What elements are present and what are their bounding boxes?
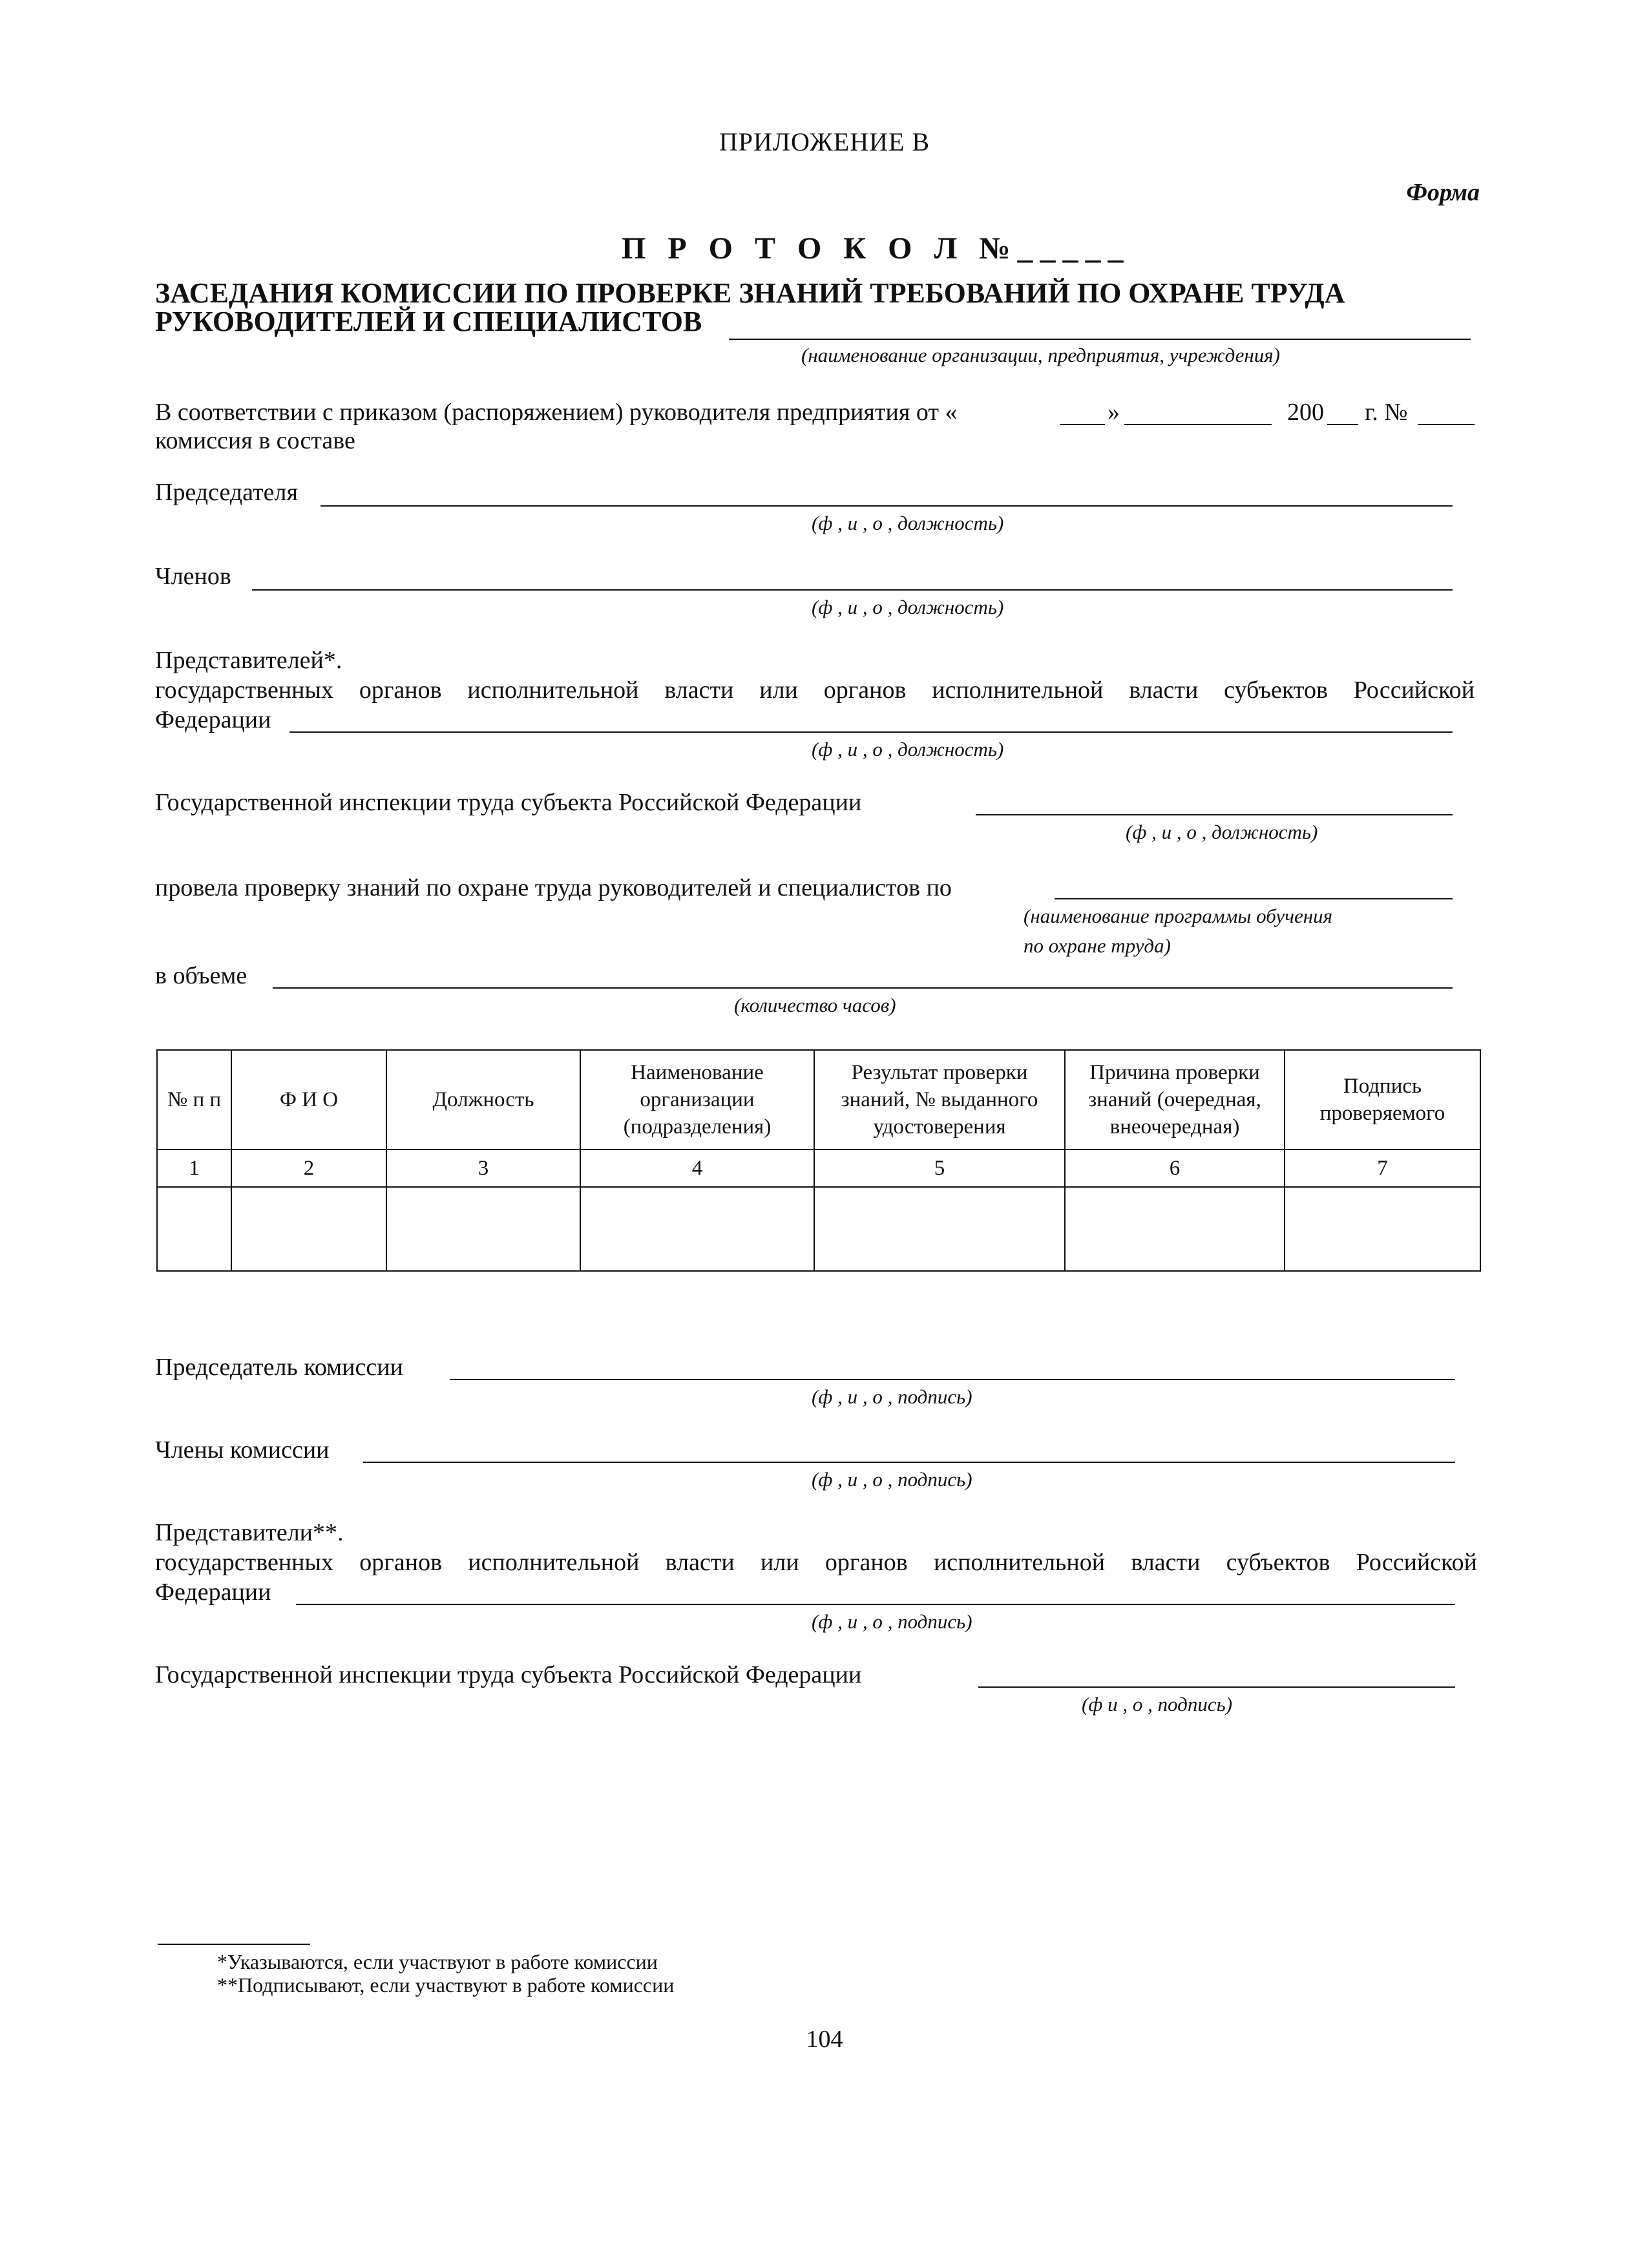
order-number-field[interactable] (1418, 424, 1475, 425)
chairman-field[interactable] (320, 505, 1453, 507)
representatives-text: государственных органов исполнительной власти или органов исполнительной власти субъектов Российской (155, 677, 1475, 704)
table-cell[interactable] (1065, 1187, 1285, 1271)
protocol-heading-line-2: РУКОВОДИТЕЛЕЙ И СПЕЦИАЛИСТОВ (155, 306, 702, 337)
signature-representatives-text: государственных органов исполнительной власти или органов исполнительной власти субъектов Российской (155, 1549, 1477, 1576)
commission-composition-text: комиссия в составе (155, 427, 355, 454)
table-cell[interactable] (814, 1187, 1065, 1271)
representatives-label: Представителей*. (155, 647, 342, 674)
footnote-1: *Указываются, если участвуют в работе комиссии (217, 1950, 658, 1973)
table-header-organization: Наименование организации (подразделения) (580, 1050, 814, 1150)
protocol-heading-line-1: ЗАСЕДАНИЯ КОМИССИИ ПО ПРОВЕРКЕ ЗНАНИЙ ТРЕБОВАНИЙ ПО ОХРАНЕ ТРУДА (155, 277, 1345, 309)
table-header-position: Должность (386, 1050, 580, 1150)
column-number-cell: 6 (1065, 1150, 1285, 1187)
order-day-field[interactable] (1060, 424, 1105, 425)
column-number-cell: 1 (157, 1150, 231, 1187)
chairman-caption: (ф , и , о , должность) (812, 512, 1004, 534)
table-column-number-row (157, 1150, 1480, 1187)
check-conducted-label: провела проверку знаний по охране труда руководителей и специалистов по (155, 874, 952, 901)
inspection-label: Государственной инспекции труда субъекта Российской Федерации (155, 789, 862, 816)
table-header-row (157, 1050, 1480, 1150)
program-caption-line-1: (наименование программы обучения (1024, 905, 1333, 927)
knowledge-check-table (156, 1049, 1481, 1272)
order-quote-close: » (1108, 399, 1120, 426)
program-caption-line-2: по охране труда) (1024, 934, 1171, 957)
signature-members-field[interactable] (363, 1462, 1455, 1463)
order-year-field[interactable] (1327, 424, 1358, 425)
table-header-result: Результат проверки знаний, № выданного удостоверения (814, 1050, 1065, 1150)
table-cell[interactable] (231, 1187, 386, 1271)
order-year-prefix: 200 (1287, 399, 1324, 426)
order-month-field[interactable] (1124, 424, 1272, 425)
order-text: В соответствии с приказом (распоряжением) руководителя предприятия от « (155, 399, 958, 426)
members-field[interactable] (252, 589, 1453, 591)
table-cell[interactable] (1285, 1187, 1480, 1271)
appendix-title: ПРИЛОЖЕНИЕ В (719, 127, 930, 156)
program-field[interactable] (1055, 898, 1453, 899)
signature-representatives-caption: (ф , и , о , подпись) (812, 1610, 972, 1633)
volume-caption: (количество часов) (734, 994, 896, 1016)
signature-inspection-caption: (ф и , о , подпись) (1082, 1693, 1233, 1716)
representatives-field[interactable] (289, 731, 1453, 733)
signature-members-caption: (ф , и , о , подпись) (812, 1468, 972, 1491)
column-number-cell: 7 (1285, 1150, 1480, 1187)
signature-representatives-federation: Федерации (155, 1579, 271, 1606)
inspection-field[interactable] (976, 814, 1453, 815)
volume-field[interactable] (273, 987, 1453, 989)
members-caption: (ф , и , о , должность) (812, 596, 1004, 618)
representatives-federation: Федерации (155, 706, 271, 733)
table-header-signature: Подпись проверяемого (1285, 1050, 1480, 1150)
signature-representatives-label: Представители**. (155, 1519, 344, 1546)
organization-name-field[interactable] (729, 339, 1471, 340)
table-header-reason: Причина проверки знаний (очередная, внеочередная) (1065, 1050, 1285, 1150)
column-number-cell: 4 (580, 1150, 814, 1187)
representatives-caption: (ф , и , о , должность) (812, 738, 1004, 761)
footnote-separator (158, 1944, 310, 1945)
volume-label: в объеме (155, 962, 247, 989)
page-number: 104 (806, 2026, 843, 2053)
signature-chairman-label: Председатель комиссии (155, 1354, 403, 1381)
signature-inspection-label: Государственной инспекции труда субъекта Российской Федерации (155, 1661, 862, 1688)
table-header-number: № п п (157, 1050, 231, 1150)
chairman-label: Председателя (155, 479, 298, 506)
column-number-cell: 5 (814, 1150, 1065, 1187)
protocol-title: П Р О Т О К О Л №_____ (622, 231, 1131, 266)
table-header-fio: Ф И О (231, 1050, 386, 1150)
members-label: Членов (155, 563, 231, 590)
signature-chairman-caption: (ф , и , о , подпись) (812, 1385, 972, 1408)
table-cell[interactable] (157, 1187, 231, 1271)
signature-inspection-field[interactable] (978, 1686, 1455, 1688)
column-number-cell: 2 (231, 1150, 386, 1187)
signature-members-label: Члены комиссии (155, 1436, 330, 1464)
inspection-caption: (ф , и , о , должность) (1126, 821, 1318, 843)
signature-chairman-field[interactable] (450, 1379, 1455, 1380)
table-cell[interactable] (580, 1187, 814, 1271)
order-number-label: г. № (1365, 399, 1408, 426)
organization-caption: (наименование организации, предприятия, учреждения) (801, 344, 1281, 366)
form-label: Форма (1406, 179, 1480, 206)
table-cell[interactable] (386, 1187, 580, 1271)
footnote-2: **Подписывают, если участвуют в работе комиссии (217, 1973, 675, 1997)
signature-representatives-field[interactable] (296, 1604, 1455, 1605)
table-row (157, 1187, 1480, 1271)
column-number-cell: 3 (386, 1150, 580, 1187)
